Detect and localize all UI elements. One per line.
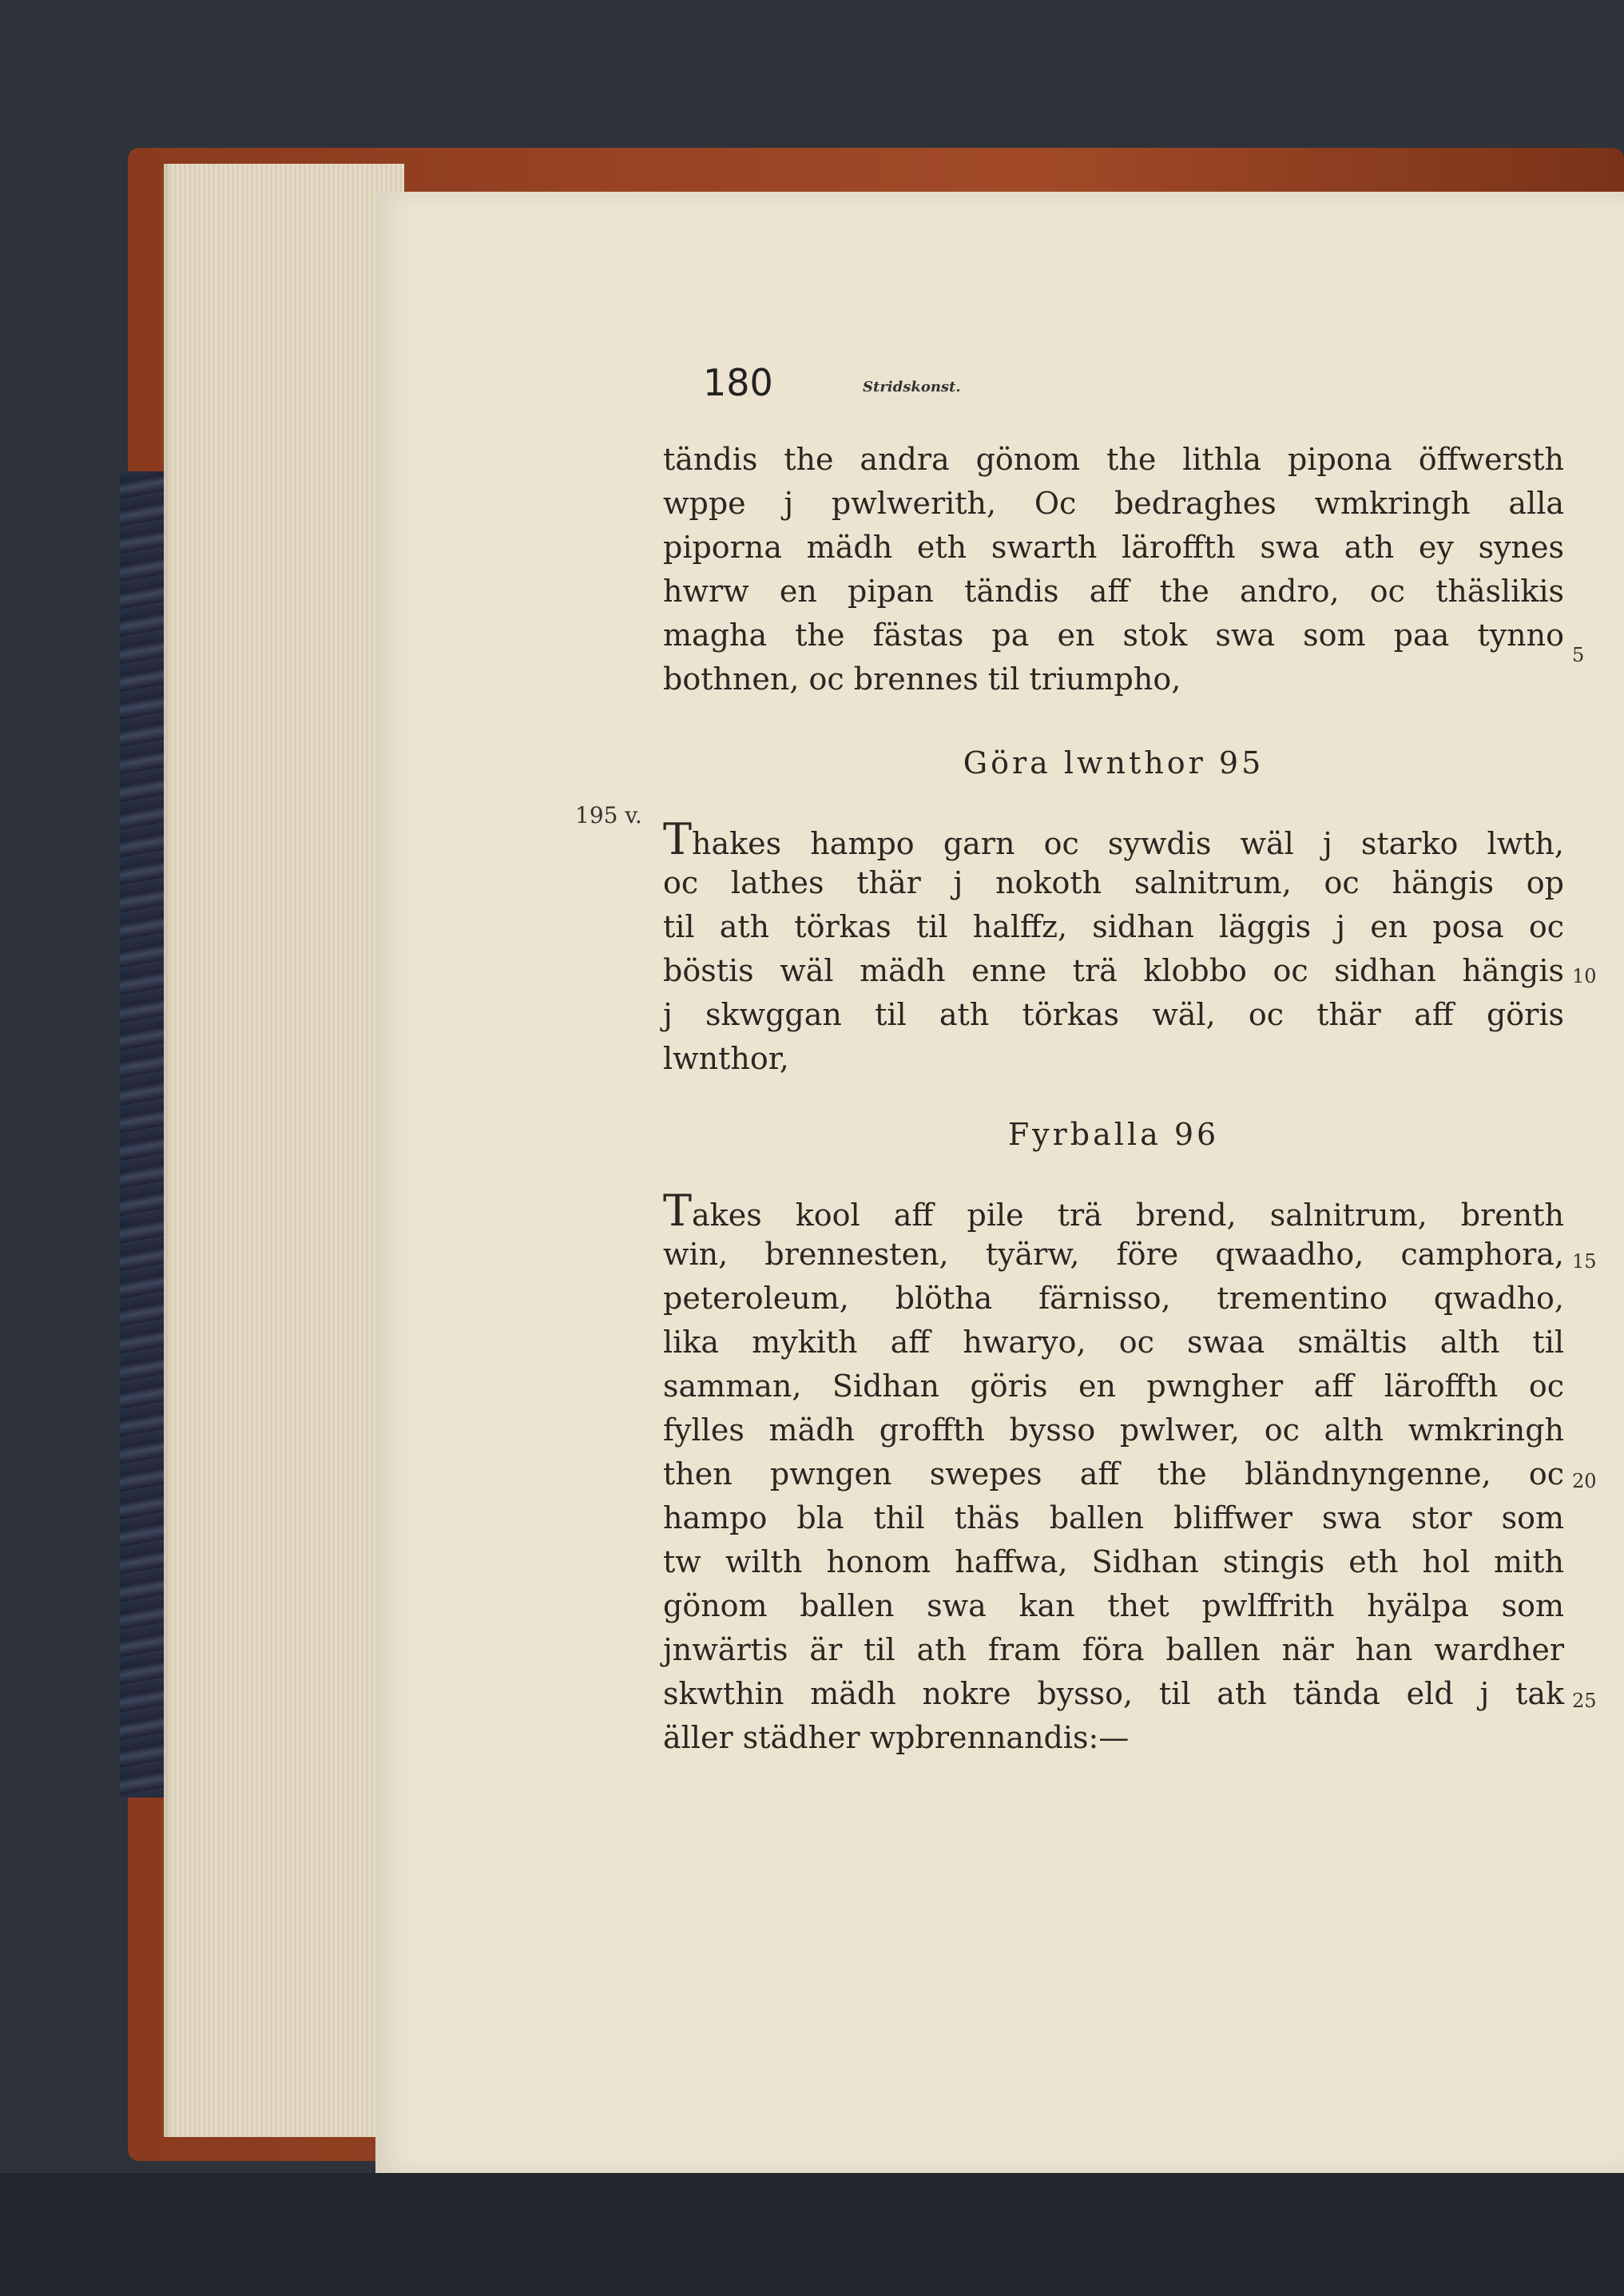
paragraph-3	[663, 1186, 1564, 1760]
text-line: hampo bla thil thäs ballen bliffwer swa stor som	[663, 1500, 1564, 1535]
text-line: samman, Sidhan göris en pwngher aff läroffth oc	[663, 1368, 1564, 1404]
text-line: tw wilth honom haffwa, Sidhan stingis eth hol mith	[663, 1544, 1564, 1579]
line-number: 10	[1572, 965, 1597, 987]
text-line: lwnthor,	[663, 1041, 789, 1076]
text-line: jnwärtis är til ath fram föra ballen när han wardher	[663, 1632, 1564, 1667]
text-line: hwrw en pipan tändis aff the andro, oc thäslikis	[663, 574, 1564, 609]
text-line: then pwngen swepes aff the bländnyngenne, oc	[663, 1456, 1564, 1492]
text-line: peteroleum, blötha färnisso, trementino qwadho,	[663, 1281, 1564, 1316]
text-line: bothnen, oc brennes til triumpho,	[663, 661, 1181, 697]
paragraph-1	[663, 438, 1564, 701]
text-line: skwthin mädh nokre bysso, til ath tända eld j tak	[663, 1676, 1564, 1711]
text-line: Thakes hampo garn oc sywdis wäl j starko lwth,	[663, 814, 1564, 864]
text-line: j skwggan til ath törkas wäl, oc thär aff göris	[663, 997, 1564, 1032]
text-line: fylles mädh groffth bysso pwlwer, oc alth wmkringh	[663, 1412, 1564, 1448]
section-heading: Göra lwnthor 95	[963, 745, 1265, 781]
text-line: magha the fästas pa en stok swa som paa tynno	[663, 618, 1564, 653]
page-number: 180	[703, 361, 773, 404]
text-line: til ath törkas til halffz, sidhan läggis j en posa oc	[663, 909, 1564, 944]
text-line: gönom ballen swa kan thet pwlffrith hyälpa som	[663, 1588, 1564, 1623]
folio-note: 195 v.	[575, 802, 642, 828]
text-line: böstis wäl mädh enne trä klobbo oc sidhan hängis	[663, 953, 1564, 988]
line-number: 5	[1572, 644, 1585, 666]
line-number: 20	[1572, 1470, 1597, 1492]
text-line: tändis the andra gönom the lithla pipona öffwersth	[663, 442, 1564, 477]
page-header	[703, 361, 1422, 409]
text-line: wppe j pwlwerith, Oc bedraghes wmkringh alla	[663, 486, 1564, 521]
text-line: Takes kool aff pile trä brend, salnitrum, brenth	[663, 1186, 1564, 1236]
text-block	[663, 438, 1564, 1760]
running-head: Stridskonst.	[863, 379, 961, 395]
text-line: lika mykith aff hwaryo, oc swaa smältis alth til	[663, 1325, 1564, 1360]
section-heading: Fyrballa 96	[1007, 1117, 1220, 1152]
text-line: win, brennesten, tyärw, före qwaadho, camphora,	[663, 1237, 1564, 1272]
page-edges	[164, 164, 404, 2137]
line-number: 15	[1572, 1250, 1597, 1273]
paragraph-2	[663, 814, 1564, 1081]
background-table	[0, 2173, 1624, 2296]
line-number: 25	[1572, 1690, 1597, 1712]
text-line: äller städher wpbrennandis:—	[663, 1720, 1130, 1755]
text-line: oc lathes thär j nokoth salnitrum, oc hängis op	[663, 865, 1564, 900]
text-line: piporna mädh eth swarth läroffth swa ath ey synes	[663, 530, 1564, 565]
